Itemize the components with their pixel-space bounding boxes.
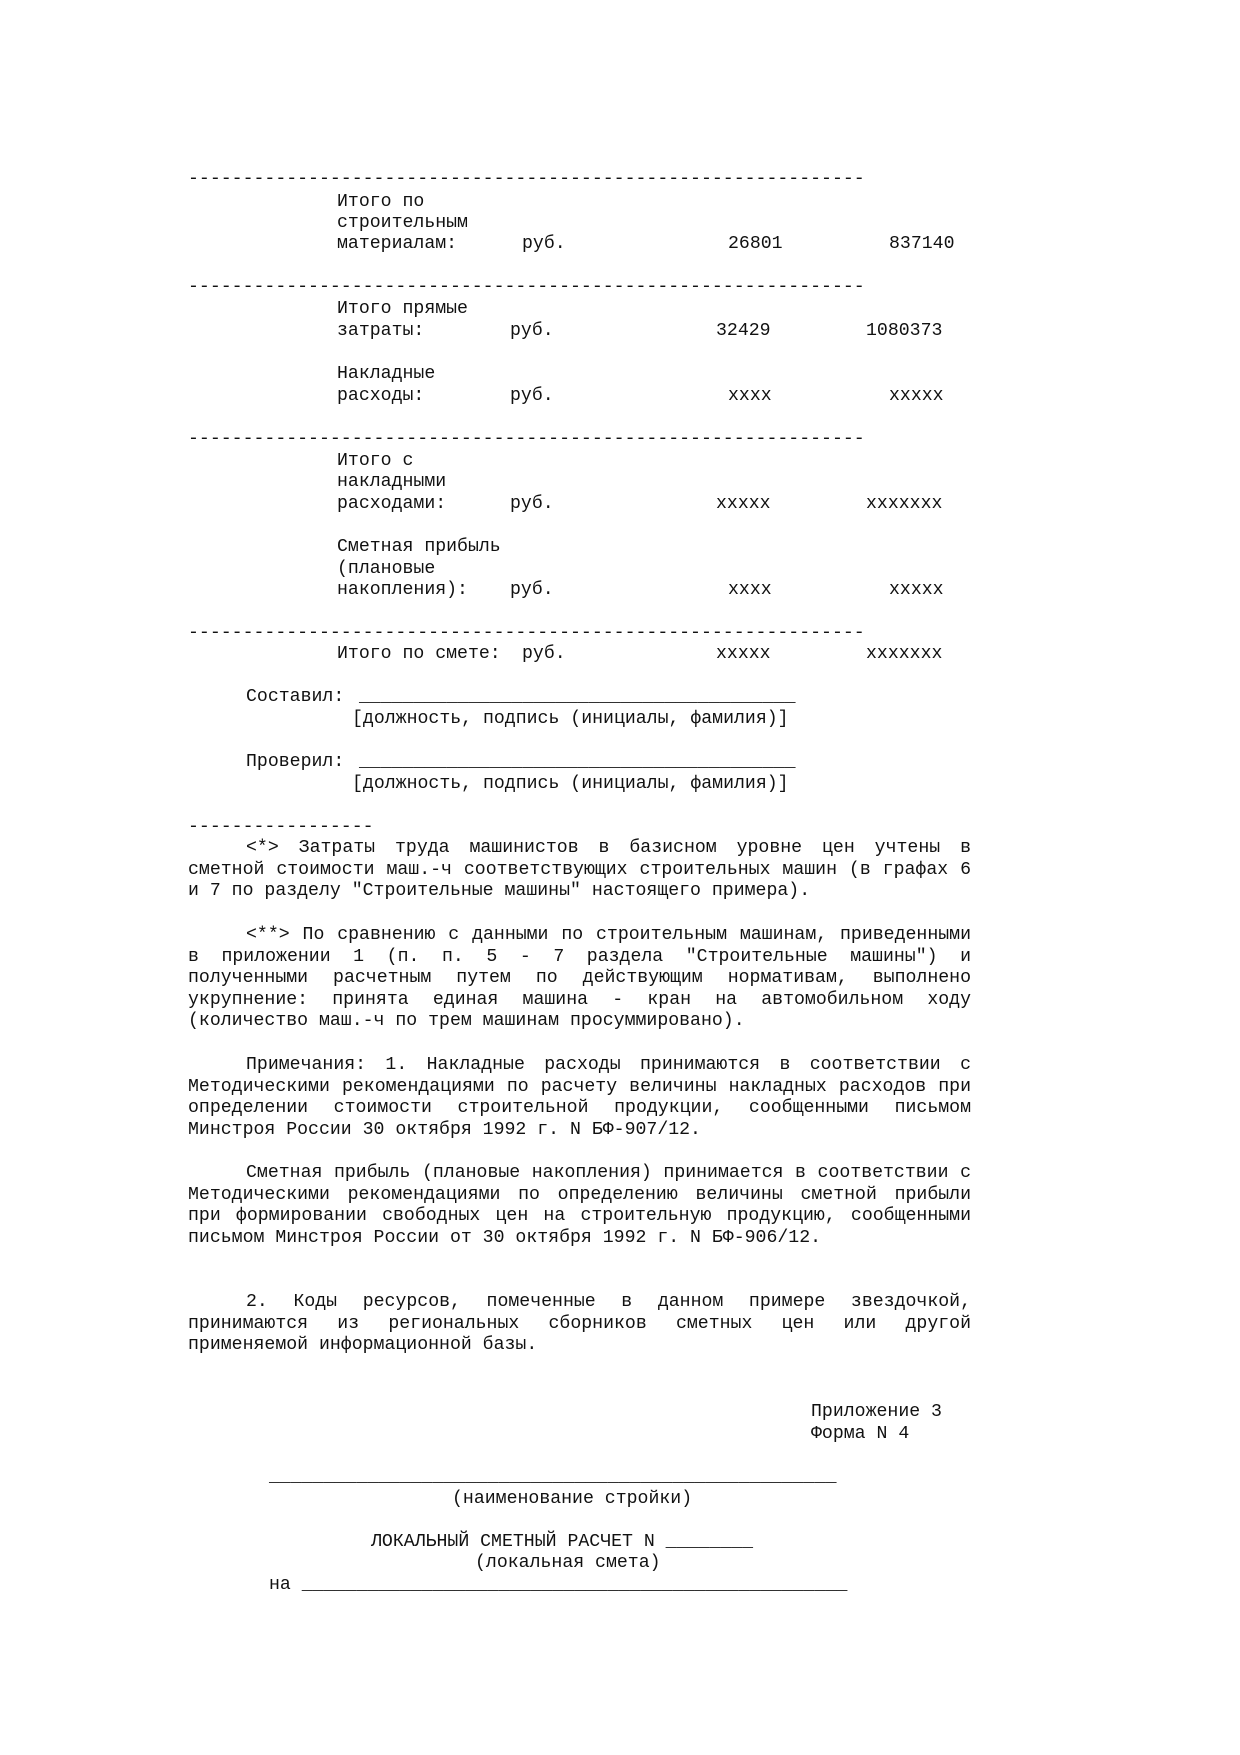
- site-name-line: ____________________________________________________: [269, 1467, 837, 1487]
- footnote-1-mark: <*>: [246, 838, 279, 858]
- footnote-2: [188, 925, 971, 1033]
- footnote-1: [188, 838, 971, 903]
- row-value-col1: хххх: [728, 386, 772, 406]
- separator-line: --------------------------------------------------------------: [188, 277, 865, 297]
- total-label: Итого по смете:: [337, 644, 501, 664]
- row-label-line: строительным: [337, 213, 468, 233]
- form-subtitle: (локальная смета): [475, 1553, 661, 1573]
- note-1: [188, 1055, 971, 1141]
- appendix-label: Приложение 3: [811, 1402, 942, 1422]
- footnote-1-text: Затраты труда машинистов в базисном уровне цен учтены в сметной стоимости маш.-ч соответствующих строительных машин (в графах 6 и 7 по разделу "Строительные машины" настоящего примера).: [188, 838, 971, 901]
- note-3: [188, 1292, 971, 1357]
- row-label-line: материалам:: [337, 234, 458, 254]
- row-label-line: Накладные: [337, 364, 436, 384]
- signature-caption: [должность, подпись (инициалы, фамилия)]: [352, 774, 789, 794]
- note-1-text: Примечания: 1. Накладные расходы принимаются в соответствии с Методическими рекомендациями по расчету величины накладных расходов при определении стоимости строительной продукции, сообщенными письмом Минстроя России 30 октября 1992 г. N БФ-907/12.: [188, 1055, 971, 1140]
- row-label-line: расходами:: [337, 494, 447, 514]
- row-label-line: Итого по: [337, 192, 425, 212]
- row-value-col1: ххххх: [716, 494, 771, 514]
- row-label-line: Итого прямые: [337, 299, 468, 319]
- site-name-caption: (наименование стройки): [452, 1489, 693, 1509]
- row-unit: руб.: [510, 321, 554, 341]
- separator-line: --------------------------------------------------------------: [188, 623, 865, 643]
- signature-caption: [должность, подпись (инициалы, фамилия)]: [352, 709, 789, 729]
- note-3-text: 2. Коды ресурсов, помеченные в данном примере звездочкой, принимаются из региональных сборников сметных цен или другой применяемой информационной базы.: [188, 1292, 971, 1355]
- row-label-line: затраты:: [337, 321, 425, 341]
- composed-label: Составил:: [246, 687, 345, 707]
- row-unit: руб.: [510, 386, 554, 406]
- form-number: Форма N 4: [811, 1424, 910, 1444]
- row-value-col1: 26801: [728, 234, 783, 254]
- form-title: ЛОКАЛЬНЫЙ СМЕТНЫЙ РАСЧЕТ N ________: [371, 1532, 753, 1552]
- row-unit: руб.: [522, 234, 566, 254]
- row-value-col1: ххххх: [716, 644, 771, 664]
- row-label-line: накладными: [337, 472, 447, 492]
- row-value-col2: 837140: [889, 234, 955, 254]
- footnote-separator: -----------------: [188, 817, 374, 837]
- separator-line: --------------------------------------------------------------: [188, 169, 865, 189]
- note-2: [188, 1163, 971, 1249]
- row-value-col2: ххххх: [889, 386, 944, 406]
- row-value-col1: 32429: [716, 321, 771, 341]
- note-2-text: Сметная прибыль (плановые накопления) принимается в соответствии с Методическими рекомендациями по определению величины сметной прибыли при формировании свободных цен на строительную продукцию, сообщенными письмом Минстроя России от 30 октября 1992 г. N БФ-906/12.: [188, 1163, 971, 1248]
- row-value-col1: хххх: [728, 580, 772, 600]
- row-value-col2: ххххххх: [866, 494, 943, 514]
- row-label-line: расходы:: [337, 386, 425, 406]
- row-value-col2: ххххххх: [866, 644, 943, 664]
- signature-line: ________________________________________: [359, 687, 796, 707]
- row-label-line: Сметная прибыль: [337, 537, 501, 557]
- footnote-2-mark: <**>: [246, 925, 290, 945]
- row-value-col2: ххххх: [889, 580, 944, 600]
- row-label-line: (плановые: [337, 559, 436, 579]
- row-unit: руб.: [510, 580, 554, 600]
- separator-line: --------------------------------------------------------------: [188, 429, 865, 449]
- footnote-2-text: По сравнению с данными по строительным машинам, приведенными в приложении 1 (п. п. 5 - 7 раздела "Строительные машины") и полученными расчетным путем по действующим нормативам, выполнено укрупнение: принята единая машина - кран на автомобильном ходу (количество маш.-ч по трем машинам просуммировано).: [188, 925, 971, 1031]
- on-line: на __________________________________________________: [269, 1575, 848, 1595]
- row-label-line: накопления):: [337, 580, 468, 600]
- checked-label: Проверил:: [246, 752, 345, 772]
- row-label-line: Итого с: [337, 451, 414, 471]
- row-value-col2: 1080373: [866, 321, 943, 341]
- row-unit: руб.: [522, 644, 566, 664]
- row-unit: руб.: [510, 494, 554, 514]
- signature-line: ________________________________________: [359, 752, 796, 772]
